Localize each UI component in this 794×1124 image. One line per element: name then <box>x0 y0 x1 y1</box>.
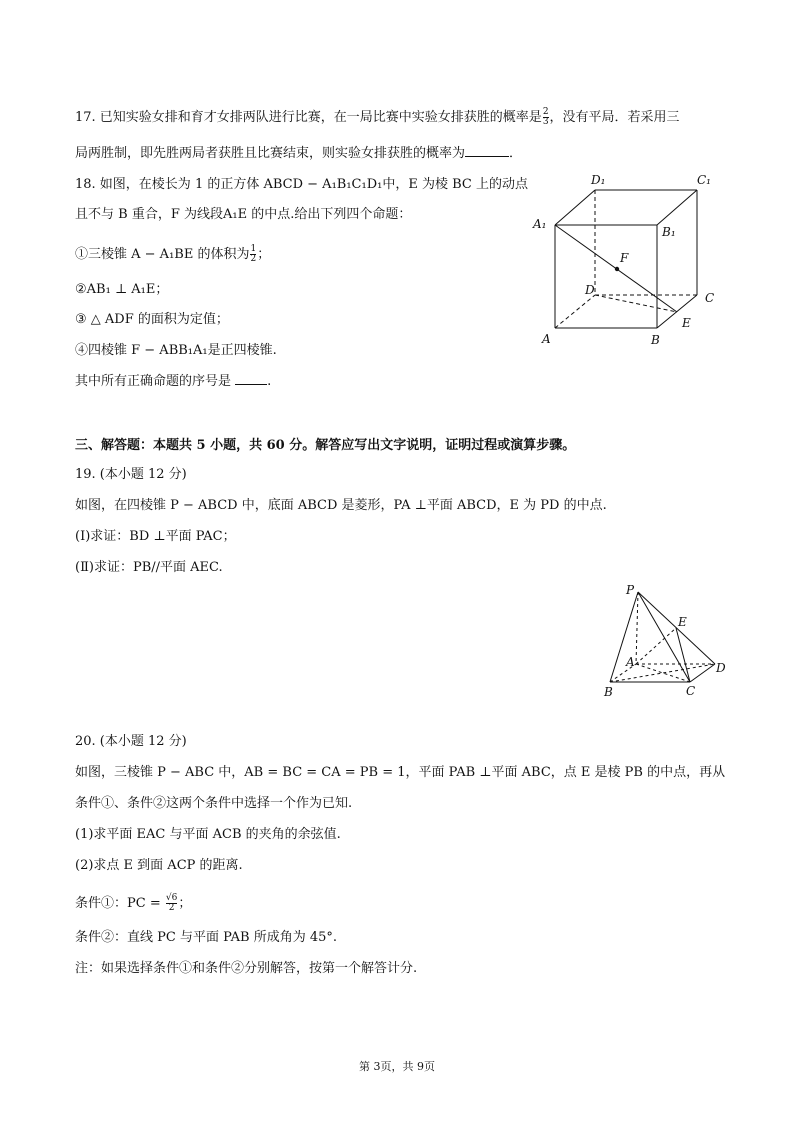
label-b: B <box>604 685 613 699</box>
segment-ec <box>676 628 690 682</box>
label-b: B <box>651 333 660 347</box>
label-e: E <box>682 316 691 330</box>
edge-pc <box>638 592 690 682</box>
cube-figure <box>525 170 735 350</box>
edge-ad-hidden <box>555 295 595 328</box>
q19-part1: (Ⅰ)求证：BD ⊥平面 PAC； <box>75 529 236 544</box>
q20-condition2: 条件②：直线 PC 与平面 PAB 所成角为 45°. <box>75 930 338 945</box>
q19-stem: 如图，在四棱锥 P − ABCD 中，底面 ABCD 是菱形，PA ⊥平面 ABCD，E 为 PD 的中点. <box>75 498 607 513</box>
q18-ask: 其中所有正确命题的序号是 . <box>75 374 272 389</box>
q18-line1: 18. 如图，在棱长为 1 的正方体 ABCD − A₁B₁C₁D₁中，E 为棱 BC 上的动点 <box>75 177 528 192</box>
q20-title: 20. (本小题 12 分) <box>75 734 187 749</box>
q17-fraction: $\frac{2}{3}$ <box>542 107 549 127</box>
label-c: C <box>686 684 696 698</box>
edge-pa-hidden <box>636 592 638 664</box>
q18-fraction: $\frac{1}{2}$ <box>250 244 257 264</box>
section3-heading: 三、解答题：本题共 5 小题，共 60 分。解答应写出文字说明，证明过程或演算步骤。 <box>75 438 576 453</box>
q20-fraction: $\frac{√6}{2}$ <box>165 893 178 913</box>
q18-item3: ③ △ ADF 的面积为定值； <box>75 312 229 327</box>
q17-text-b: ，没有平局．若采用三 <box>549 110 680 125</box>
q18-item1: ①三棱锥 A − A₁BE 的体积为 $\frac{1}{2}$ ； <box>75 244 271 264</box>
edge-cd <box>690 664 715 682</box>
label-d: D <box>585 283 595 297</box>
q20-condition1: 条件①：PC = $\frac{√6}{2}$ ； <box>75 893 192 913</box>
q19-title: 19. (本小题 12 分) <box>75 467 187 482</box>
q20-stem1: 如图，三棱锥 P − ABC 中，AB = BC = CA = PB = 1，平面 PAB ⊥平面 ABC，点 E 是棱 PB 的中点，再从 <box>75 765 726 780</box>
q18-item2: ②AB₁ ⊥ A₁E； <box>75 282 169 297</box>
label-a: A <box>626 655 635 669</box>
q20-note: 注：如果选择条件①和条件②分别解答，按第一个解答计分. <box>75 961 418 976</box>
edge-b1c1 <box>657 190 697 225</box>
label-d1: D₁ <box>591 173 606 187</box>
q18-line2: 且不与 B 重合，F 为线段A₁E 的中点.给出下列四个命题： <box>75 207 412 222</box>
q17-line2: 局两胜制，即先胜两局者获胜且比赛结束，则实验女排获胜的概率为 ． <box>75 146 523 161</box>
segment-ae-hidden <box>636 628 676 664</box>
q17-answer-blank <box>465 144 509 157</box>
label-p: P <box>626 583 635 597</box>
label-c1: C₁ <box>697 173 711 187</box>
page-footer: 第 3页，共 9页 <box>359 1060 435 1073</box>
q20-stem2: 条件①、条件②这两个条件中选择一个作为已知. <box>75 796 353 811</box>
label-f: F <box>620 251 629 265</box>
q20-part1: (1)求平面 EAC 与平面 ACB 的夹角的余弦值. <box>75 827 341 842</box>
label-b1: B₁ <box>662 225 676 239</box>
q17-text-a: 17. 已知实验女排和育才女排两队进行比赛，在一局比赛中实验女排获胜的概率是 <box>75 110 542 125</box>
q17-line1 <box>75 108 680 127</box>
q20-part2: (2)求点 E 到面 ACP 的距离. <box>75 858 243 873</box>
q18-answer-blank <box>235 372 267 385</box>
label-a: A <box>542 332 551 346</box>
pyramid-figure <box>598 576 734 700</box>
point-f <box>615 267 619 271</box>
diag-ac-hidden <box>636 664 690 682</box>
label-d: D <box>716 661 726 675</box>
q19-part2: (Ⅱ)求证：PB//平面 AEC. <box>75 560 223 575</box>
label-c: C <box>705 291 715 305</box>
q18-item4: ④四棱锥 F − ABB₁A₁是正四棱锥. <box>75 343 277 358</box>
label-e: E <box>678 615 687 629</box>
edge-a1d1 <box>555 190 595 225</box>
label-a1: A₁ <box>533 217 547 231</box>
